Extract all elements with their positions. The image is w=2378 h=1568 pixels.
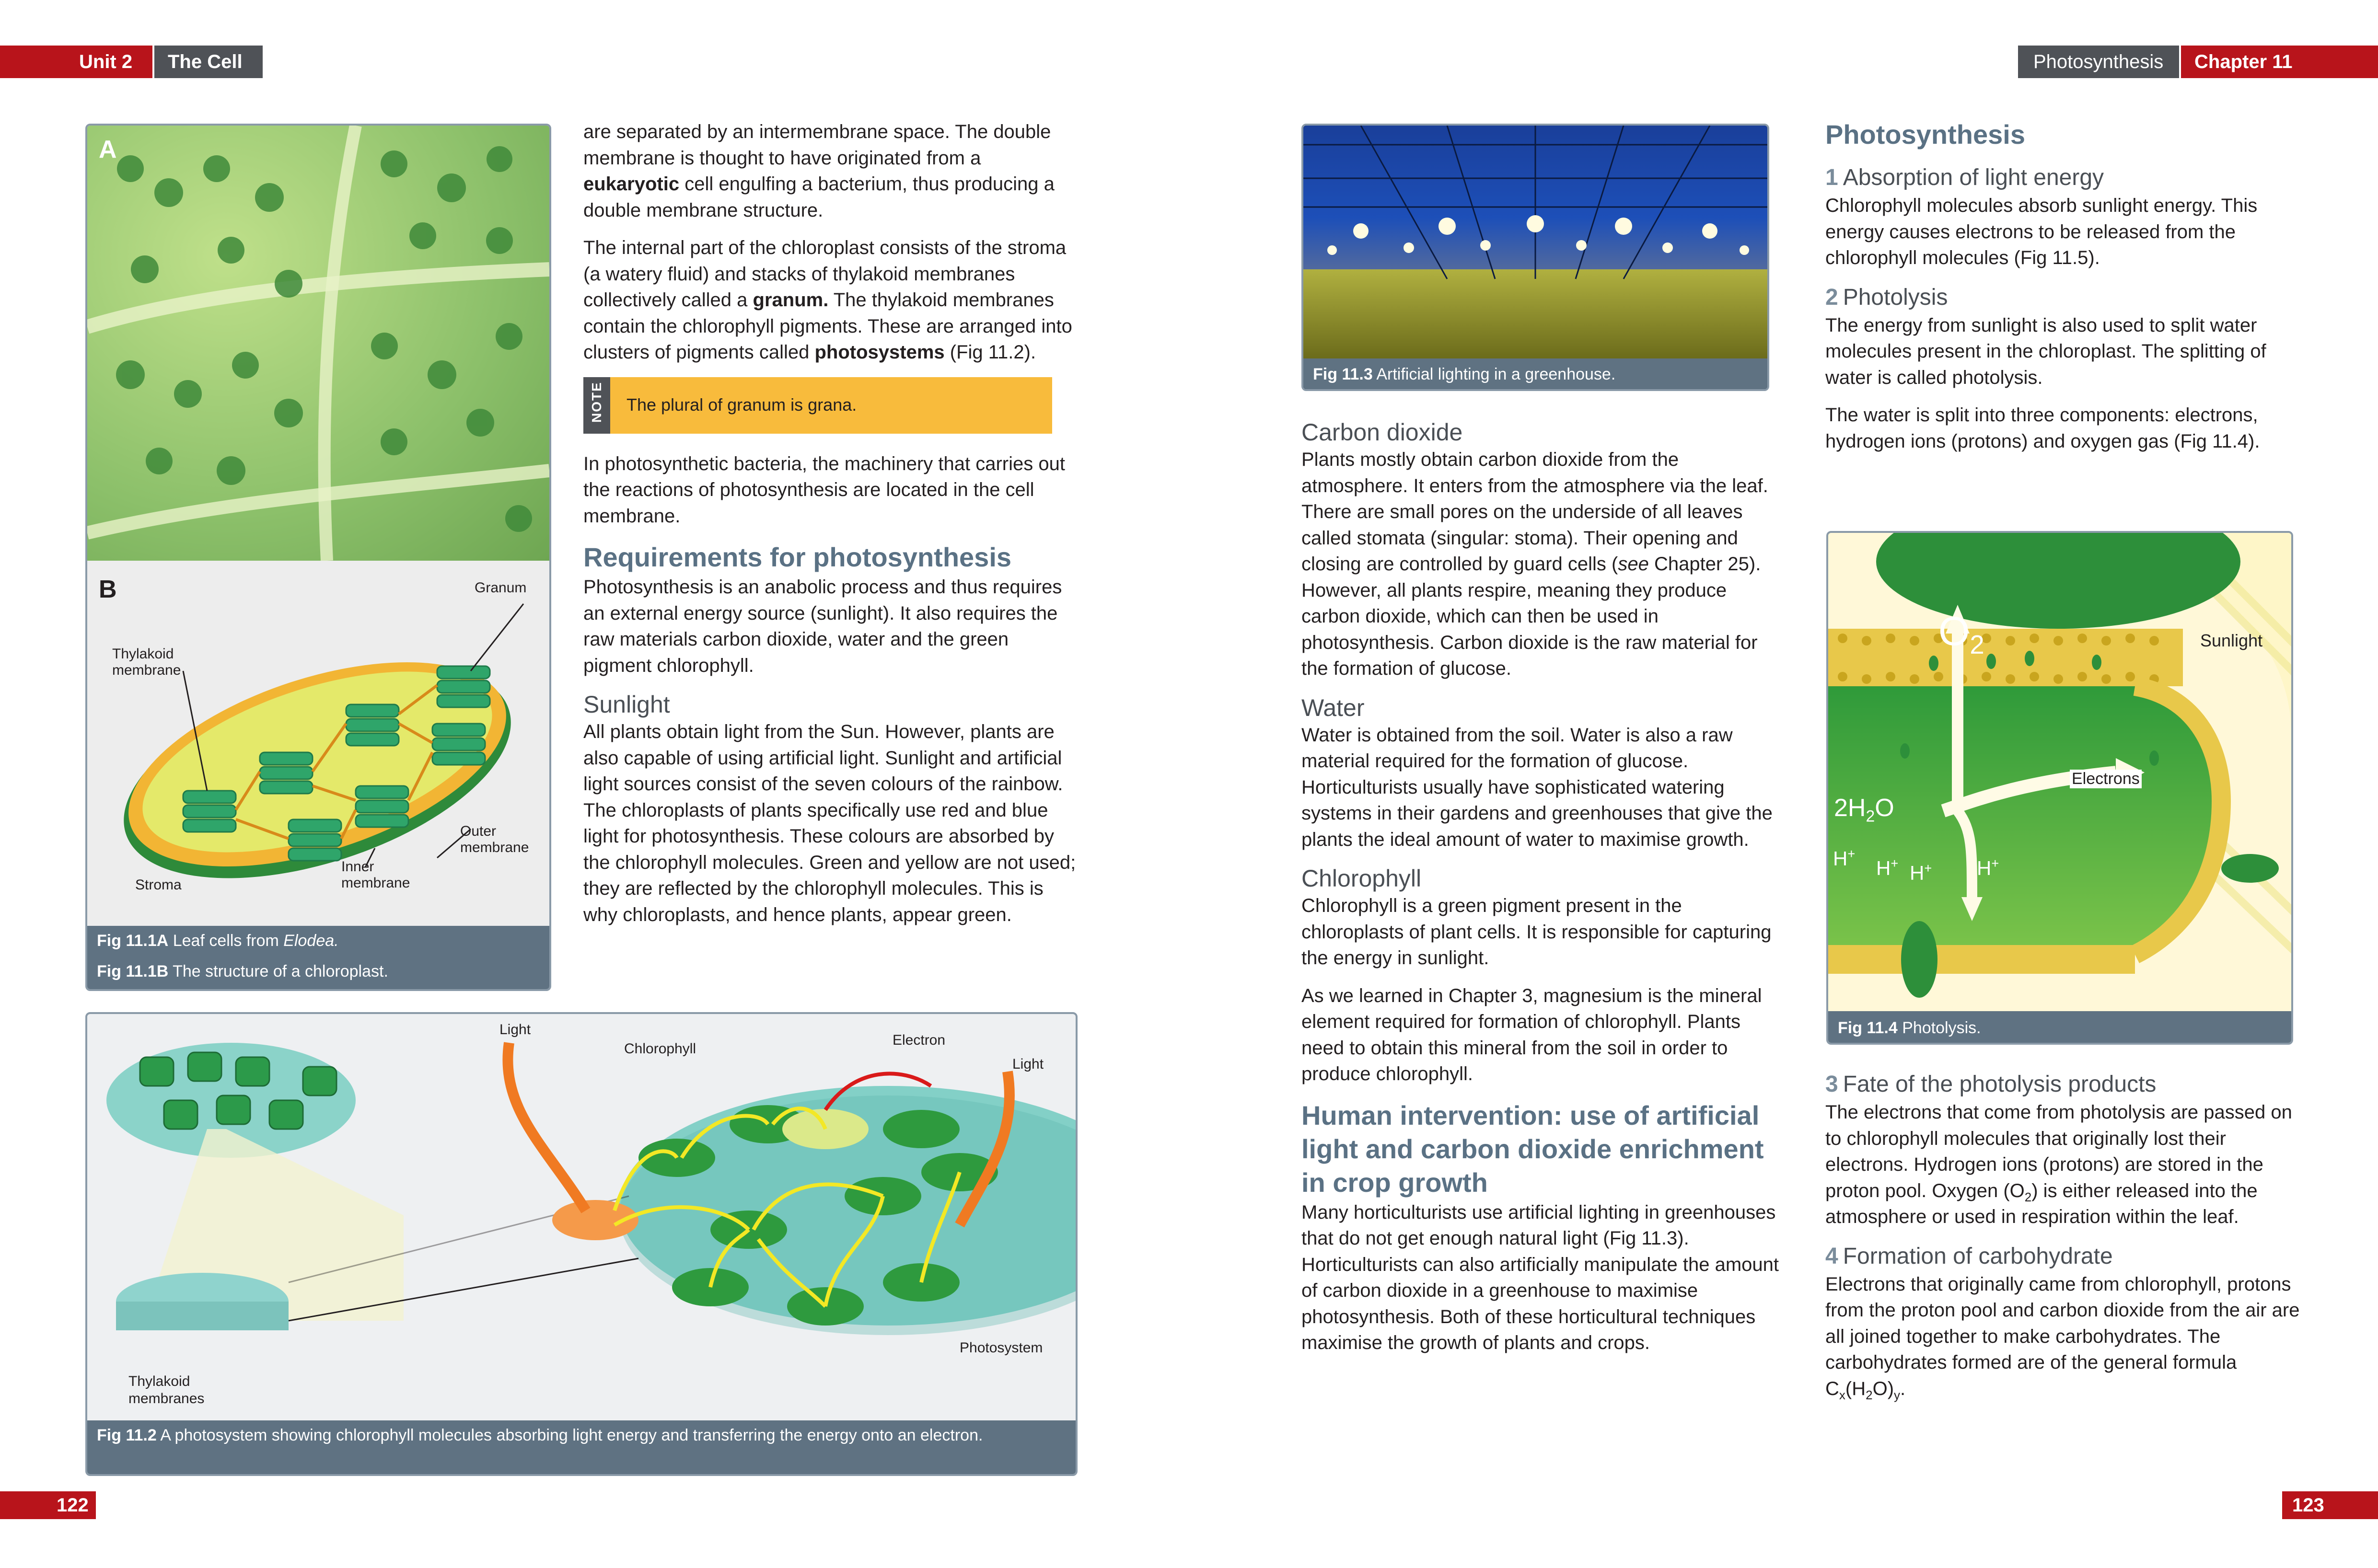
- column-4-top: [1825, 118, 2309, 466]
- fig-11-1b-letter: B: [99, 576, 117, 603]
- inner-label-1: Inner: [341, 859, 374, 875]
- column-3: [1301, 418, 1781, 1368]
- page-number-right: 123: [2292, 1495, 2324, 1516]
- thylakoid-membranes-label-2: membranes: [128, 1391, 205, 1407]
- column-4-bottom: [1825, 1070, 2309, 1413]
- fig-11-4-text: Photolysis.: [1902, 1019, 1981, 1037]
- heading-photosynthesis: Photosynthesis: [1825, 119, 2025, 150]
- outer-label-2: membrane: [460, 840, 529, 855]
- proton-2: H+: [1876, 856, 1899, 879]
- note-tab-label: NOTE: [589, 381, 604, 423]
- thylakoid-label-1: Thylakoid: [112, 646, 174, 662]
- note-box: [583, 377, 1052, 434]
- heading-sunlight: Sunlight: [583, 691, 670, 718]
- elodea-photo: [87, 126, 549, 561]
- topic-label: Photosynthesis: [2033, 51, 2164, 72]
- electron-label: Electron: [893, 1032, 946, 1048]
- step-3-heading: 3 Fate of the photolysis products: [1825, 1072, 2157, 1097]
- fig-11-2-text: A photosystem showing chlorophyll molecules absorbing light energy and transferring the energy onto an electron.: [160, 1426, 983, 1444]
- header-right: [2018, 46, 2378, 78]
- fig-11-3-number: Fig 11.3: [1313, 365, 1373, 383]
- fig-11-3-text: Artificial lighting in a greenhouse.: [1376, 365, 1616, 383]
- fig-11-3: [1301, 124, 1769, 391]
- fig-11-4-caption: [1828, 1011, 2291, 1043]
- sunlight-label: Sunlight: [2200, 631, 2263, 650]
- proton-4: H+: [1977, 856, 1999, 879]
- heading-carbon-dioxide: Carbon dioxide: [1301, 419, 1463, 446]
- paragraph: are separated by an intermembrane space. The double membrane is thought to have originated from a eukaryotic cell engulfing a bacterium, thus producing a double membrane structure.: [583, 121, 1055, 221]
- note-text: The plural of granum is grana.: [626, 394, 857, 415]
- step-4-heading: 4 Formation of carbohydrate: [1825, 1243, 2113, 1269]
- fig-11-3-caption: [1303, 358, 1767, 389]
- fig-11-1: [85, 124, 551, 991]
- greenhouse-photo: [1303, 126, 1767, 360]
- elodea-cells-drawing: [87, 126, 549, 561]
- proton-1: H+: [1833, 846, 1856, 870]
- step-2-heading: 2 Photolysis: [1825, 284, 1948, 310]
- fig-11-1a-letter: A: [99, 136, 117, 163]
- chapter-label: Chapter 11: [2194, 51, 2293, 72]
- granum-label: Granum: [475, 580, 527, 596]
- page-number-left: 122: [57, 1495, 89, 1516]
- photosystem-label: Photosystem: [960, 1340, 1043, 1356]
- paragraph: Chlorophyll is a green pigment present in the chloroplasts of plant cells. It is responsible for capturing the energy in sunlight.: [1301, 895, 1772, 968]
- paragraph: As we learned in Chapter 3, magnesium is the mineral element required for formation of chlorophyll. Plants need to obtain this mineral from the soil in order to produce chlorophyll.: [1301, 985, 1762, 1084]
- fig-11-1a-species: Elodea.: [283, 932, 339, 950]
- photosystem-svg: [87, 1014, 1076, 1417]
- paragraph: The energy from sunlight is also used to split water molecules present in the chloroplast. The splitting of water is called photolysis.: [1825, 314, 2266, 388]
- fig-11-4: [1826, 531, 2293, 1045]
- heading-requirements: Requirements for photosynthesis: [583, 542, 1012, 572]
- fig-11-1a-text: Leaf cells from: [173, 932, 279, 950]
- step-3-number: 3: [1825, 1072, 1838, 1097]
- paragraph: The electrons that come from photolysis are passed on to chlorophyll molecules that originally lost their electrons. Hydrogen ions (protons) are stored in the proton pool. Oxygen $(O_2)$ is either released into the atmosphere or used in respiration within the leaf.: [1825, 1102, 2292, 1227]
- step-2-number: 2: [1825, 284, 1838, 310]
- water-label: $2H_2O$: [1834, 794, 1894, 826]
- electrons-label: Electrons: [2070, 770, 2142, 788]
- header-left: [0, 46, 263, 78]
- unit-title: The Cell: [168, 51, 243, 72]
- paragraph: In photosynthetic bacteria, the machinery that carries out the reactions of photosynthesis are located in the cell membrane.: [583, 453, 1065, 527]
- fig-11-1b-number: Fig 11.1B: [97, 962, 169, 980]
- inner-label-2: membrane: [341, 875, 410, 891]
- stroma-label: Stroma: [135, 877, 182, 893]
- heading-chlorophyll: Chlorophyll: [1301, 865, 1422, 892]
- fig-11-1b-text: The structure of a chloroplast.: [173, 962, 388, 980]
- column-2: [583, 119, 1082, 939]
- paragraph: Photosynthesis is an anabolic process and thus requires an external energy source (sunlight). It also requires the raw materials carbon dioxide, water and the green pigment chlorophyll.: [583, 576, 1062, 676]
- paragraph: Plants mostly obtain carbon dioxide from the atmosphere. It enters from the atmosphere via the leaf. There are small pores on the underside of all leaves called stomata (singular: stoma). Their opening and closing are controlled by guard cells (see Chapter 25). However, all plants respire, meaning they produce carbon dioxide, which can then be used in photosynthesis. Carbon dioxide is the raw material for the formation of glucose.: [1301, 449, 1768, 679]
- step-1-number: 1: [1825, 165, 1838, 190]
- fig-11-2-number: Fig 11.2: [97, 1426, 157, 1444]
- fig-11-1a-number: Fig 11.1A: [97, 932, 169, 950]
- unit-label: Unit 2: [79, 51, 133, 72]
- paragraph: Water is obtained from the soil. Water is also a raw material required for the formation of glucose. Horticulturists usually have sophisticated watering systems in their gardens and greenhouses that give the plants the ideal amount of water to maximise growth.: [1301, 724, 1773, 850]
- paragraph: The water is split into three components: electrons, hydrogen ions (protons) and oxygen gas (Fig 11.4).: [1825, 404, 2260, 452]
- fig-11-4-number: Fig 11.4: [1838, 1019, 1898, 1037]
- thylakoid-membranes-label-1: Thylakoid: [128, 1373, 190, 1389]
- chloroplast-diagram: [87, 561, 549, 949]
- heading-human-intervention: Human intervention: use of artificial light and carbon dioxide enrichment in crop growth: [1301, 1100, 1764, 1198]
- oxygen-label: $O_2$: [1938, 609, 1984, 659]
- paragraph: The internal part of the chloroplast consists of the stroma (a watery fluid) and stacks of thylakoid membranes collectively called a granum. The thylakoid membranes contain the chlorophyll pigments. These are arranged into clusters of pigments called photosystems (Fig 11.2).: [583, 237, 1072, 363]
- thylakoid-label-2: membrane: [112, 662, 181, 678]
- paragraph: All plants obtain light from the Sun. However, plants are also capable of using artificial light. Sunlight and artificial light sources consist of the seven colours of the rainbow. The chloroplasts of plants specifically use red and blue light for photosynthesis. These colours are absorbed by the chlorophyll molecules. Green and yellow are not used; they are reflected by the chlorophyll molecules. This is why chloroplasts, and hence plants, appear green.: [583, 721, 1076, 925]
- heading-water: Water: [1301, 694, 1365, 721]
- fig-11-2-caption: [87, 1420, 1076, 1474]
- light-label-1: Light: [499, 1022, 531, 1038]
- step-4-number: 4: [1825, 1243, 1838, 1269]
- proton-3: H+: [1910, 861, 1932, 884]
- paragraph: Electrons that originally came from chlorophyll, protons from the proton pool and carbon dioxide from the air are all joined together to make carbohydrates. The carbohydrates formed are of the general formula $C_x(H_2O)_y$.: [1825, 1273, 2300, 1402]
- outer-label-1: Outer: [460, 823, 497, 839]
- paragraph: Chlorophyll molecules absorb sunlight energy. This energy causes electrons to be released from the chlorophyll molecules (Fig 11.5).: [1825, 195, 2258, 268]
- light-label-2: Light: [1012, 1056, 1044, 1072]
- fig-11-1-caption: [87, 926, 549, 989]
- fig-11-2: [85, 1012, 1078, 1476]
- photolysis-svg: [1828, 533, 2291, 1012]
- chlorophyll-label: Chlorophyll: [624, 1041, 696, 1057]
- paragraph: Many horticulturists use artificial lighting in greenhouses that do not get enough natural light (Fig 11.3). Horticulturists can also artificially manipulate the amount of carbon dioxide in a greenhouse to maximise photosynthesis. Both of these horticultural techniques maximise the growth of plants and crops.: [1301, 1201, 1779, 1353]
- step-1-heading: 1 Absorption of light energy: [1825, 165, 2104, 190]
